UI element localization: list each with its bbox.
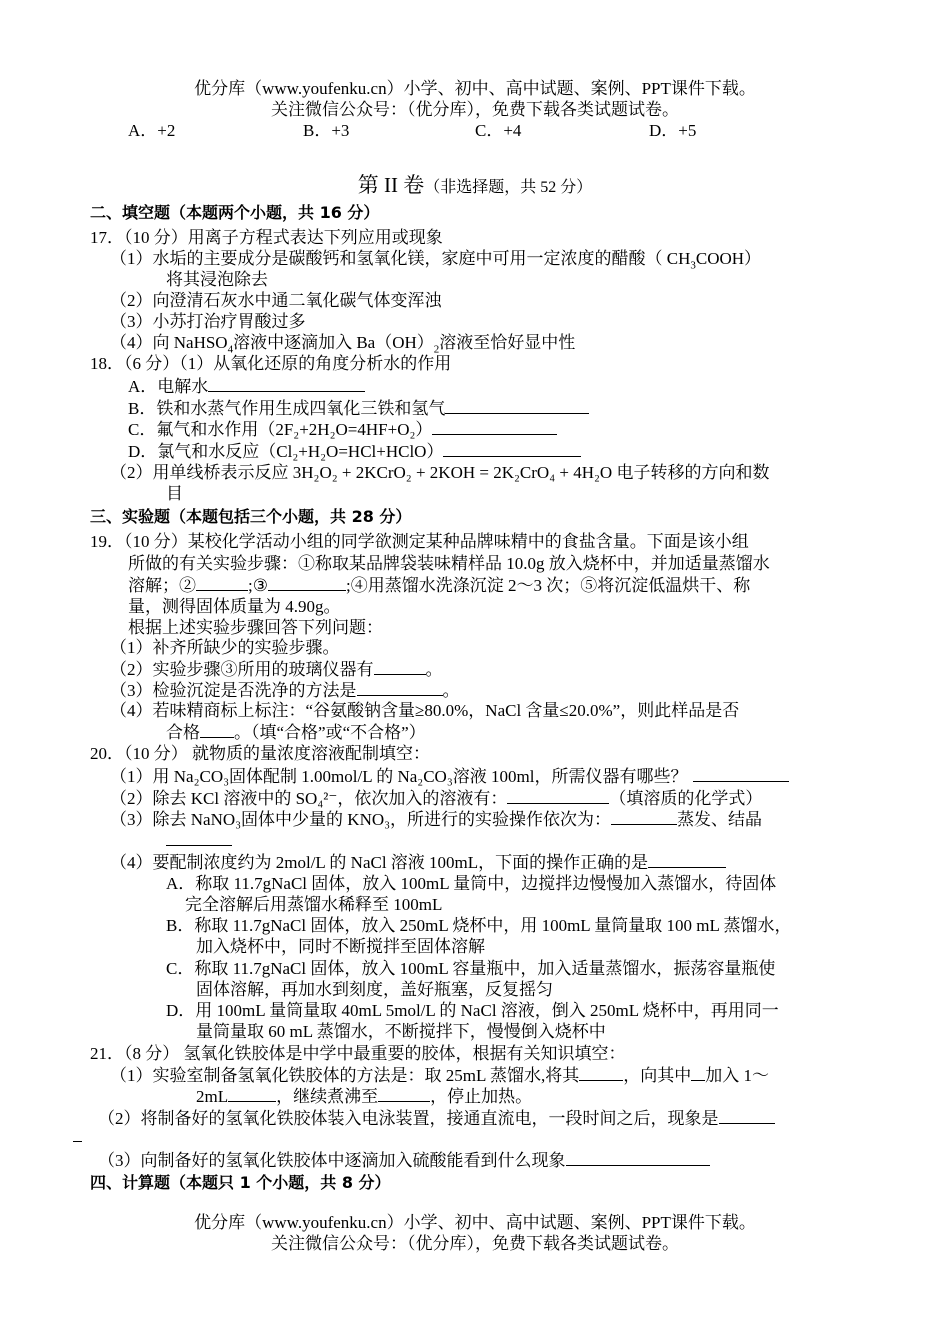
q20-option-a-1: A．称取 11.7gNaCl 固体，放入 100mL 量筒中，边搅拌边慢慢加入蒸馏水，待固体	[166, 874, 777, 893]
q17-item-1-cont: 将其浸泡除去	[166, 270, 268, 289]
part-4-heading: 四、计算题（本题只 1 个小题，共 8 分）	[90, 1173, 391, 1192]
q18-option-b: B．铁和水蒸气作用生成四氧化三铁和氢气	[128, 397, 589, 419]
q20-option-b-2: 加入烧杯中，同时不断搅拌至固体溶解	[196, 937, 485, 956]
answer-blank[interactable]	[196, 574, 248, 591]
answer-blank[interactable]	[611, 808, 677, 825]
answer-blank[interactable]	[374, 658, 426, 675]
q19-item-3: （3）检验沉淀是否洗净的方法是 。	[110, 681, 460, 700]
header-line-1: 优分库（www.youfenku.cn）小学、初中、高中试题、案例、PPT课件下载。	[194, 79, 756, 98]
q19-line-1: 19．（10 分）某校化学活动小组的同学欲测定某种品牌味精中的食盐含量。下面是该小组	[90, 532, 749, 551]
q20-option-b-1: B．称取 11.7gNaCl 固体，放入 250mL 烧杯中，用 100mL 量筒量取 100 mL 蒸馏水，	[166, 916, 792, 935]
section-title-sub: （非选择题，共 52 分）	[424, 179, 593, 196]
q18-part-2: （2）用单线桥表示反应 3H₂O₂ + 2KCrO₂ + 2KOH = 2K₂CrO₄ + 4H₂O 电子转移的方向和数	[110, 463, 770, 482]
part-2-heading: 二、填空题（本题两个小题，共 16 分）	[90, 203, 380, 222]
answer-blank[interactable]	[378, 1085, 430, 1102]
q20-item-1: （1）用 Na₂CO₃固体配制 1.00mol/L 的 Na₂CO₃溶液 100ml，所需仪器有哪些？	[110, 765, 789, 787]
q20-item-4: （4）要配制浓度约为 2mol/L 的 NaCl 溶液 100mL，下面的操作正确的是	[110, 851, 726, 873]
q20-option-d-1: D．用 100mL 量筒量取 40mL 5mol/L 的 NaCl 溶液，倒入 250mL 烧杯中，再用同一	[166, 1001, 779, 1020]
q17-item-4: （4）向 NaHSO$_4$溶液中逐滴加入 $Ba(OH)_2$溶液至恰好显中性	[110, 333, 576, 356]
answer-blank[interactable]	[200, 721, 234, 738]
answer-blank[interactable]	[693, 765, 789, 782]
answer-blank[interactable]	[208, 375, 365, 392]
q19-line-4: 量，测得固体质量为 4.90g。	[128, 597, 341, 616]
answer-blank[interactable]	[443, 440, 581, 457]
q19-item-4: （4）若味精商标上标注：“谷氨酸钠含量≥80.0%，NaCl 含量≤20.0%”，则此样品是否	[110, 701, 740, 720]
answer-blank[interactable]	[73, 1141, 82, 1142]
answer-blank[interactable]	[445, 397, 589, 414]
q21-item-1: （1）实验室制备氢氧化铁胶体的方法是：取 25mL 蒸馏水,将其 ，向其中 加入 1～	[110, 1066, 769, 1085]
q19-line-2: 所做的有关实验步骤：①称取某品牌袋装味精样品 10.0g 放入烧杯中，并加适量蒸馏水	[128, 554, 770, 573]
answer-blank[interactable]	[228, 1085, 276, 1102]
q20-option-a-2: 完全溶解后用蒸馏水稀释至 100mL	[185, 895, 443, 914]
q18-option-d: D．氯气和水反应（Cl₂+H₂O=HCl+HClO）	[128, 440, 581, 462]
answer-blank[interactable]	[719, 1107, 775, 1124]
q19-item-4-cont: 合格 。（填“合格”或“不合格”）	[166, 723, 426, 742]
answer-blank[interactable]	[432, 418, 557, 435]
q17-item-1: （1）水垢的主要成分是碳酸钙和氢氧化镁，家庭中可用一定浓度的醋酸（ $CH_3COOH$）	[110, 249, 762, 272]
q20-item-2: （2）除去 KCl 溶液中的 SO₄²⁻，依次加入的溶液有： （填溶质的化学式）	[110, 789, 763, 808]
q21-stem: 21．（8 分） 氢氧化铁胶体是中学中最重要的胶体，根据有关知识填空：	[90, 1044, 626, 1063]
answer-blank[interactable]	[507, 787, 609, 804]
answer-blank[interactable]	[166, 845, 232, 846]
footer-line-2: 关注微信公众号：（优分库），免费下载各类试题试卷。	[271, 1234, 679, 1253]
answer-blank[interactable]	[268, 574, 346, 591]
option-c: C．+4	[475, 121, 522, 140]
answer-blank[interactable]	[357, 679, 443, 696]
q20-option-c-2: 固体溶解，再加水到刻度，盖好瓶塞，反复摇匀	[196, 980, 553, 999]
answer-blank[interactable]	[691, 1064, 705, 1081]
option-a: A．+2	[128, 121, 176, 140]
answer-blank[interactable]	[579, 1064, 623, 1081]
option-b: B．+3	[303, 121, 350, 140]
q18-part-2-cont: 目	[166, 484, 183, 503]
answer-blank[interactable]	[566, 1149, 710, 1166]
q18-option-a: A．电解水	[128, 375, 365, 397]
q21-item-2: （2）将制备好的氢氧化铁胶体装入电泳装置，接通直流电，一段时间之后，现象是	[98, 1107, 775, 1129]
q21-item-1-cont: 2mL ，继续煮沸至 ，停止加热。	[196, 1087, 533, 1106]
q19-line-5: 根据上述实验步骤回答下列问题：	[128, 618, 383, 637]
answer-blank[interactable]	[648, 851, 726, 868]
q20-item-3: （3）除去 NaNO₃固体中少量的 KNO₃，所进行的实验操作依次为： 蒸发、结晶	[110, 810, 763, 829]
q19-item-2: （2）实验步骤③所用的玻璃仪器有 。	[110, 660, 443, 679]
section-title	[0, 172, 950, 201]
q19-item-1: （1）补齐所缺少的实验步骤。	[110, 638, 340, 657]
section-title-main: 第 II 卷	[357, 173, 425, 197]
q17-item-2: （2）向澄清石灰水中通二氧化碳气体变浑浊	[110, 291, 442, 310]
q20-stem: 20．（10 分） 就物质的量浓度溶液配制填空：	[90, 744, 430, 763]
q17-item-3: （3）小苏打治疗胃酸过多	[110, 312, 306, 331]
q20-option-c-1: C．称取 11.7gNaCl 固体，放入 100mL 容量瓶中，加入适量蒸馏水，振荡容量瓶使	[166, 959, 776, 978]
q18-option-c: C．氟气和水作用（2F₂+2H₂O=4HF+O₂）	[128, 418, 557, 440]
q19-line-3: 溶解；② ;③ ;④用蒸馏水洗涤沉淀 2～3 次；⑤将沉淀低温烘干、称	[128, 576, 751, 595]
header-line-2: 关注微信公众号：（优分库），免费下载各类试题试卷。	[271, 100, 679, 119]
q17-stem: 17．（10 分）用离子方程式表达下列应用或现象	[90, 228, 443, 247]
part-3-heading: 三、实验题（本题包括三个小题，共 28 分）	[90, 507, 412, 526]
option-d: D．+5	[649, 121, 697, 140]
footer-line-1: 优分库（www.youfenku.cn）小学、初中、高中试题、案例、PPT课件下载。	[194, 1213, 756, 1232]
q18-stem: 18．（6 分）（1）从氧化还原的角度分析水的作用	[90, 354, 452, 373]
q21-item-3: （3）向制备好的氢氧化铁胶体中逐滴加入硫酸能看到什么现象	[98, 1149, 710, 1171]
q20-option-d-2: 量筒量取 60 mL 蒸馏水，不断搅拌下，慢慢倒入烧杯中	[196, 1022, 606, 1041]
